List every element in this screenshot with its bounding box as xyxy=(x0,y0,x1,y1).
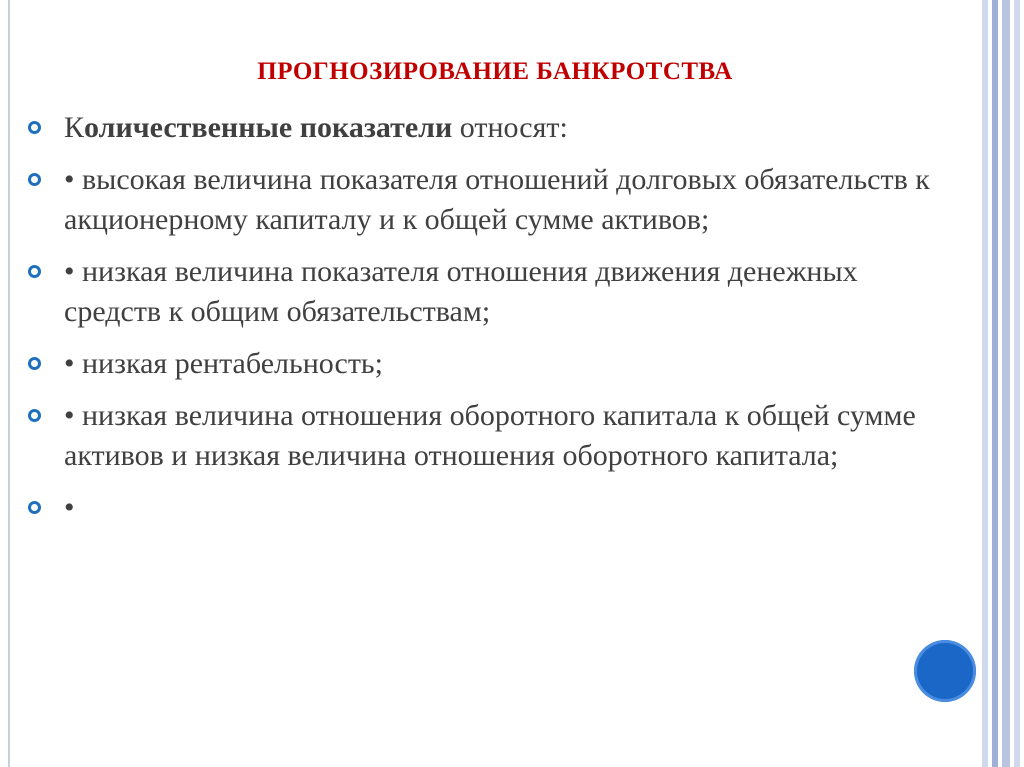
stripe xyxy=(1014,0,1020,767)
ring-bullet-icon xyxy=(28,409,41,422)
ring-bullet-icon xyxy=(28,265,41,278)
list-item xyxy=(28,252,958,332)
bullet-list xyxy=(28,108,958,528)
blue-circle-icon xyxy=(914,640,976,702)
list-item-text: • xyxy=(64,491,75,524)
ring-bullet-icon xyxy=(28,357,41,370)
list-item xyxy=(28,396,958,476)
right-decorative-stripes xyxy=(980,0,1024,767)
ring-bullet-icon xyxy=(28,173,41,186)
slide-title: ПРОГНОЗИРОВАНИЕ БАНКРОТСТВА xyxy=(257,58,733,85)
list-item xyxy=(28,488,958,528)
ring-bullet-icon xyxy=(28,501,41,514)
list-item xyxy=(28,160,958,240)
stripe xyxy=(1002,0,1010,767)
list-item xyxy=(28,344,958,384)
list-item-lead xyxy=(28,108,958,148)
ring-bullet-icon xyxy=(28,121,41,134)
stripe xyxy=(982,0,988,767)
list-item-text: • низкая величина отношения оборотного капитала к общей сумме активов и низкая величина отношения оборотного капитала; xyxy=(64,399,916,472)
stripe xyxy=(992,0,998,767)
left-border-line xyxy=(8,0,10,767)
lead-bold-text: оличественные показатели xyxy=(84,111,453,144)
list-item-text: • высокая величина показателя отношений долговых обязательств к акционерному капиталу и к общей сумме активов; xyxy=(64,163,930,236)
lead-first-letter: К xyxy=(64,111,85,144)
list-item-text: • низкая величина показателя отношения движения денежных средств к общим обязательствам; xyxy=(64,255,858,328)
lead-rest-text: относят: xyxy=(452,111,568,144)
list-item-text: • низкая рентабельность; xyxy=(64,347,383,380)
